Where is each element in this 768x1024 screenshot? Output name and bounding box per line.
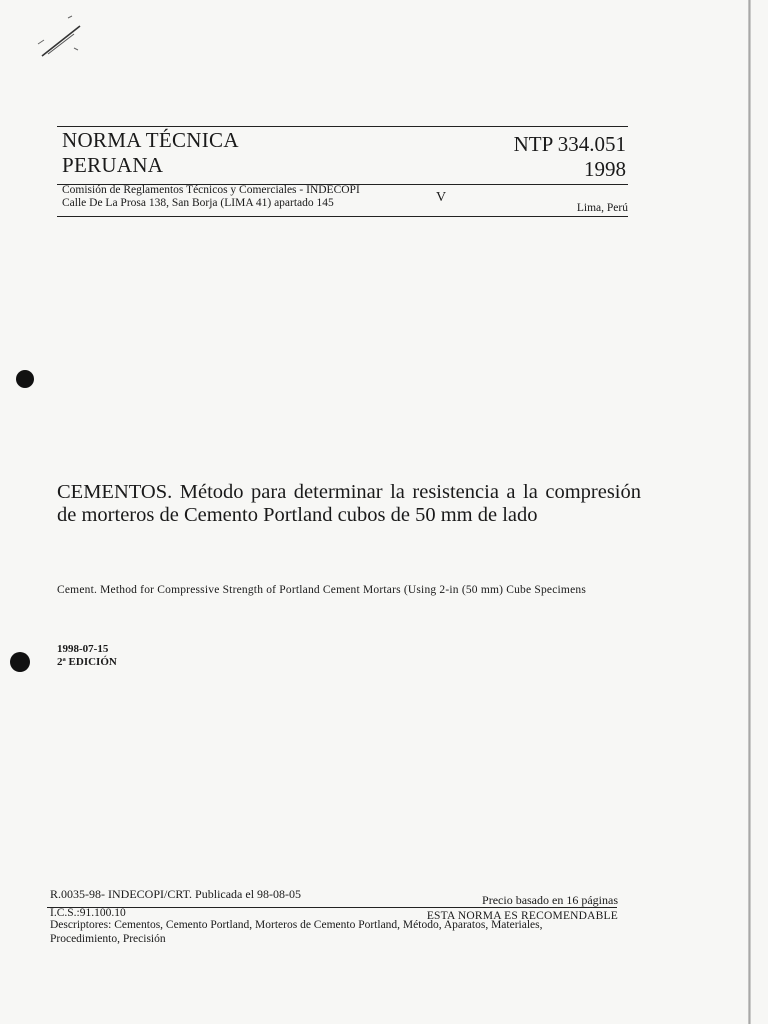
recommendation-label: ESTA NORMA ES RECOMENDABLE (426, 910, 618, 922)
check-mark-icon: V (436, 190, 447, 205)
approval-date: 1998-07-15 (57, 643, 109, 655)
price-note: Precio basado en 16 páginas (482, 893, 618, 907)
english-title: Cement. Method for Compressive Strength of Portland Cement Mortars (Using 2-in (50 mm) Cube Specimens (57, 584, 587, 596)
standard-name-line1: NORMA TÉCNICA (62, 128, 239, 152)
publication-reference: R.0035-98- INDECOPI/CRT. Publicada el 98-08-05 (50, 887, 302, 901)
header-top-rule (57, 126, 628, 127)
pen-mark-scribble (30, 14, 90, 69)
standard-name-line2: PERUANA (62, 153, 164, 177)
ics-code: I.C.S.:91.100.10 (50, 907, 126, 919)
document-title-text: CEMENTOS. Método para determinar la resistencia a la compresión de morteros de Cemento Portland cubos de 50 mm de lado (57, 481, 641, 526)
header-bottom-rule (57, 216, 628, 217)
punch-hole-icon (10, 652, 30, 672)
punch-hole-icon (16, 370, 34, 388)
standard-name (62, 128, 239, 178)
standard-code: NTP 334.051 (513, 132, 626, 156)
city-label: Lima, Perú (576, 202, 628, 214)
page-edge-shadow (748, 0, 751, 1024)
descriptors-text: Descriptores: Cementos, Cemento Portland, Morteros de Cemento Portland, Método, Aparatos, Materiales, Procedimiento, Precisión (50, 919, 543, 945)
organization-address: Calle De La Prosa 138, San Borja (LIMA 41) apartado 145 (62, 197, 334, 209)
document-title (57, 481, 641, 526)
footer-rule (47, 907, 617, 908)
edition-label: 2ª EDICIÓN (57, 656, 117, 668)
organization-name: Comisión de Reglamentos Técnicos y Comerciales - INDECOPI (62, 184, 360, 196)
standard-year: 1998 (584, 157, 626, 181)
